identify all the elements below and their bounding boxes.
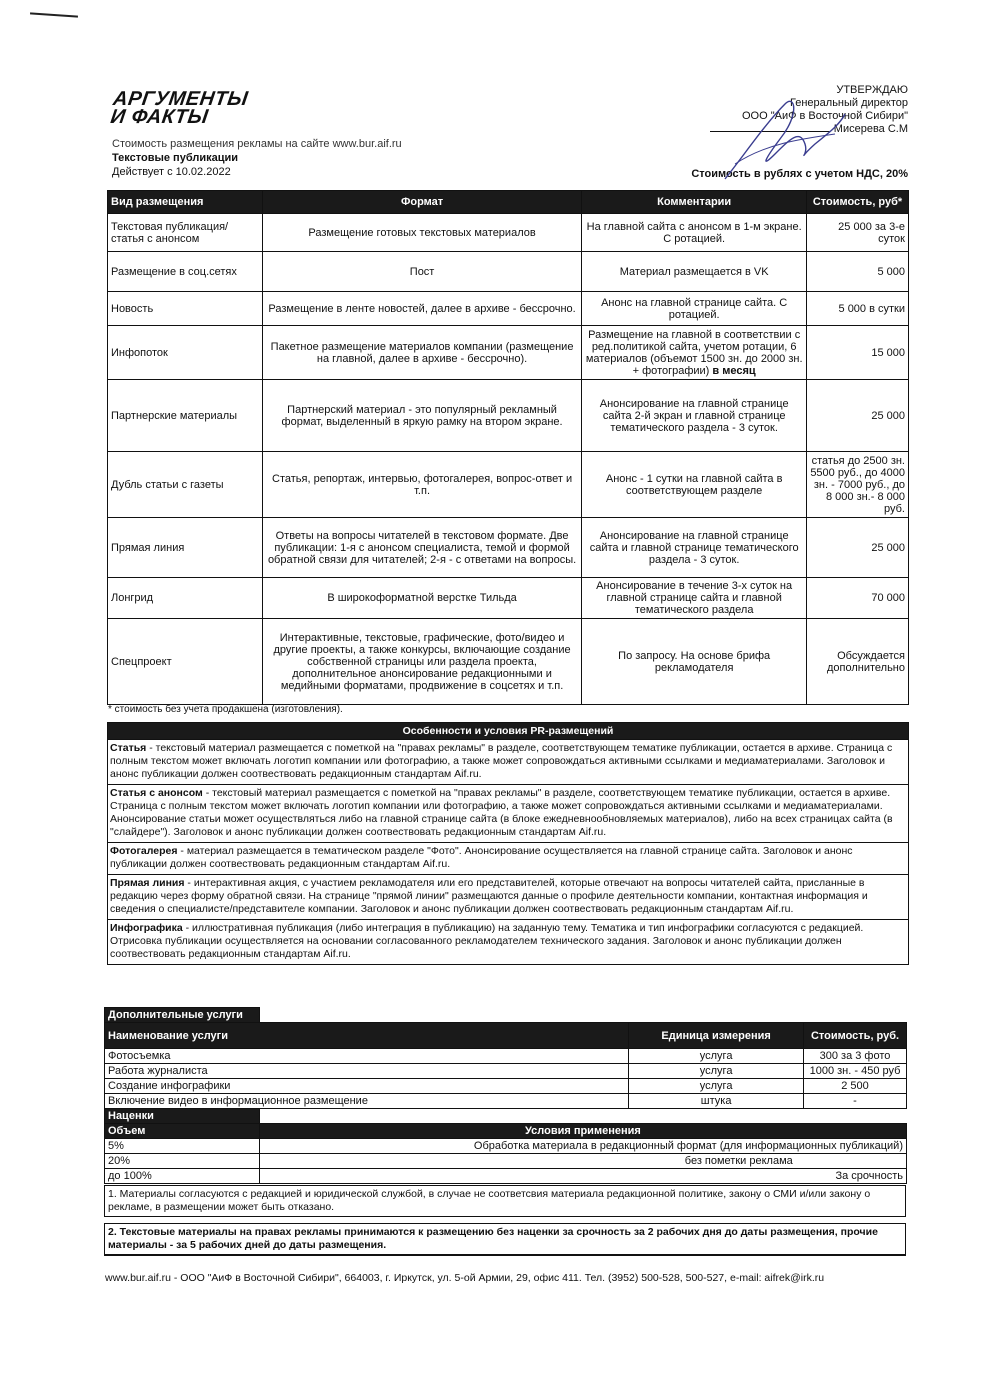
table-row [108, 214, 909, 252]
additional-header-row [105, 1023, 907, 1049]
col-conditions: Условия применения [259, 1124, 906, 1139]
pr-term: Статья [110, 742, 147, 754]
service-price: 1000 зн. - 450 руб [804, 1064, 907, 1079]
col-type: Вид размещения [108, 191, 263, 214]
service-price: 300 за 3 фото [804, 1049, 907, 1064]
markups-header-row [105, 1124, 907, 1139]
pr-block [108, 842, 908, 874]
footer-contacts: www.bur.aif.ru - ООО "АиФ в Восточной Сибири", 664003, г. Иркутск, ул. 5-ой Армии, 29, офис 411. Тел. (3952) 500-528, 500-527, e-mail: aifrek@irk.ru [105, 1272, 825, 1284]
pr-term: Фотогалерея [110, 845, 178, 857]
logo [109, 90, 249, 126]
logo-line2: И ФАКТЫ [109, 106, 210, 128]
cell-price: 25 000 [807, 518, 909, 578]
pr-text: - иллюстративная публикация (либо интеграция в публикацию) на заданную тему. Тематика и тип инфографики согласуются с редакцией. Отрисовка публикации осуществляется на основании согласованного рекламодателем технического задания. Заголовок и анонс публикации должен соотвествовать редакционным стандартам Aif.ru. [110, 922, 864, 960]
markup-volume: до 100% [105, 1169, 260, 1184]
markup-condition: За срочность [259, 1169, 906, 1184]
service-unit: услуга [629, 1064, 804, 1079]
pr-term: Инфографика [110, 922, 183, 934]
markup-volume: 5% [105, 1139, 260, 1154]
table-row [105, 1169, 907, 1184]
cell-price: 15 000 [807, 326, 909, 380]
col-price: Стоимость, руб* [807, 191, 909, 214]
pr-term: Статья с анонсом [110, 787, 203, 799]
table-row [108, 292, 909, 326]
table-row [105, 1049, 907, 1064]
approval-company: ООО "АиФ в Восточной Сибири" [742, 110, 908, 122]
cell-format: Пакетное размещение материалов компании (размещение на главной, далее в архиве - бессрочно). [262, 326, 582, 380]
comment-text: Размещение на главной в соответствии с ред.политикой сайта, учетом ротации, 6 материалов (объемот 1500 зн. до 2000 зн. + фотографии) [585, 328, 803, 377]
cell-format: Статья, репортаж, интервью, фотогалерея, вопрос-ответ и т.п. [262, 452, 582, 518]
cell-format: Интерактивные, текстовые, графические, фото/видео и другие проекты, а также конкурсы, включающие создание собственной страницы или раздела проекта, дополнительное анонсирование редакционными и медийными форматами, продвижение в соцсетях и т.п. [262, 619, 582, 705]
cell-price: 5 000 [807, 252, 909, 292]
cell-format: Размещение готовых текстовых материалов [262, 214, 582, 252]
cell-type: Спецпроект [108, 619, 263, 705]
cell-comment: Анонсирование на главной странице сайта и главной странице тематического раздела - 3 суток. [582, 518, 807, 578]
cell-price: 70 000 [807, 578, 909, 619]
markup-condition: Обработка материала в редакционный формат (для информационных публикаций) [259, 1139, 906, 1154]
pr-term: Прямая линия [110, 877, 185, 889]
cell-type: Инфопоток [108, 326, 263, 380]
cell-type: Партнерские материалы [108, 380, 263, 452]
pr-conditions [107, 722, 909, 965]
approval-position: Генеральный директор [790, 97, 908, 109]
cell-type: Прямая линия [108, 518, 263, 578]
table-row [108, 380, 909, 452]
logo-line1: АРГУМЕНТЫ [111, 88, 250, 110]
col-service-price: Стоимость, руб. [804, 1023, 907, 1049]
price-note: Стоимость в рублях с учетом НДС, 20% [691, 168, 908, 180]
cell-price: статья до 2500 зн. 5500 руб., до 4000 зн. - 7000 руб., до 8 000 зн.- 8 000 руб. [807, 452, 909, 518]
cell-type: Новость [108, 292, 263, 326]
table-row [108, 619, 909, 705]
cell-type: Текстовая публикация/статья с анонсом [108, 214, 263, 252]
service-name: Фотосъемка [105, 1049, 629, 1064]
cell-price: 25 000 [807, 380, 909, 452]
table-row [108, 578, 909, 619]
markups-title-row [105, 1109, 907, 1124]
cell-format: Размещение в ленте новостей, далее в архиве - бессрочно. [262, 292, 582, 326]
table-row [105, 1064, 907, 1079]
service-unit: услуга [629, 1049, 804, 1064]
note-2: 2. Текстовые материалы на правах рекламы принимаются к размещению без наценки за срочность за 2 рабочих дня до даты размещения, прочие материалы - за 5 рабочих дней до даты размещения. [104, 1223, 906, 1256]
cell-price: 5 000 в сутки [807, 292, 909, 326]
cell-comment: Анонсирование в течение 3-х суток на главной странице сайта и главной тематического раздела [582, 578, 807, 619]
pr-block [108, 919, 908, 964]
pricing-table [107, 190, 909, 705]
col-format: Формат [262, 191, 582, 214]
cell-price: Обсуждается дополнительно [807, 619, 909, 705]
pr-block [108, 739, 908, 784]
table-footnote: * стоимость без учета продакшена (изготовления). [108, 704, 343, 715]
table-row [108, 518, 909, 578]
pr-text: - интерактивная акция, с участием рекламодателя или его представителей, которые отвечают на вопросы читателей сайта, присланные в редакцию через форму обратной связи. На странице "прямой линии" размещаются данные о профиле деятельности компании, контактная информация и сведения о специалисте/представителе компании. Заголовок и анонс публикации должен соотвествовать редакционным стандартам Aif.ru. [110, 877, 868, 915]
cell-comment: Анонс - 1 сутки на главной сайта в соответствующем разделе [582, 452, 807, 518]
table-row [105, 1154, 907, 1169]
doc-subtitle: Текстовые публикации [112, 152, 239, 164]
signature-icon [705, 84, 855, 194]
service-unit: штука [629, 1094, 804, 1109]
pricing-header-row [108, 191, 909, 214]
cell-format: Партнерский материал - это популярный рекламный формат, выделенный в яркую рамку на втором экране. [262, 380, 582, 452]
service-name: Включение видео в информационное размещение [105, 1094, 629, 1109]
cell-type: Лонгрид [108, 578, 263, 619]
cell-comment: По запросу. На основе брифа рекламодателя [582, 619, 807, 705]
valid-from: Действует с 10.02.2022 [112, 166, 231, 178]
table-row [105, 1079, 907, 1094]
pr-title: Особенности и условия PR-размещений [108, 723, 908, 739]
service-name: Работа журналиста [105, 1064, 629, 1079]
pr-text: - текстовый материал размещается с пометкой на "правах рекламы" в разделе, соответствующем тематике публикации, остается в архиве. Страница с полным текстом может включать логотип компании или фотографию, а также может сопровождаться активными ссылками и медиаматериалами. Заголовок и анонс публикации должен соотвествовать редакционным стандартам Aif.ru. [110, 742, 893, 780]
markups-title: Наценки [105, 1109, 260, 1124]
approval-title: УТВЕРЖДАЮ [836, 84, 908, 96]
pr-text: - материал размещается в тематическом разделе "Фото". Анонсирование осуществляется на главной странице сайта. Заголовок и анонс публикации должен соотвествовать редакционным стандартам Aif.ru. [110, 845, 853, 870]
table-row [108, 252, 909, 292]
cell-type: Размещение в соц.сетях [108, 252, 263, 292]
col-unit: Единица измерения [629, 1023, 804, 1049]
scan-mark [30, 12, 78, 17]
service-price: - [804, 1094, 907, 1109]
table-row [105, 1139, 907, 1154]
table-row [108, 452, 909, 518]
col-volume: Объем [105, 1124, 260, 1139]
markup-volume: 20% [105, 1154, 260, 1169]
service-unit: услуга [629, 1079, 804, 1094]
cell-format: В широкоформатной верстке Тильда [262, 578, 582, 619]
cell-format: Ответы на вопросы читателей в текстовом формате. Две публикации: 1-я с анонсом специалиста, темой и формой обратной связи для читателей; 2-я - с ответами на вопросы. [262, 518, 582, 578]
pr-text: - текстовый материал размещается с пометкой на "правах рекламы" в разделе, соответствующем тематике публикации, остается в архиве. Страница с полным текстом может включать логотип компании или фотографию, а также может сопровождаться активными ссылками и медиаматериалами. Анонсирование статьи может осуществляться либо на главной странице сайта (в блоке ежедневнообновляемых материалов), либо на всех страницах сайта (в "слайдере"). Заголовок и анонс публикации должен соотвествовать редакционным стандартам Aif.ru. [110, 787, 893, 838]
pr-block [108, 784, 908, 842]
notes-block [104, 1185, 906, 1256]
table-row [105, 1094, 907, 1109]
cell-comment: Анонс на главной странице сайта. С ротацией. [582, 292, 807, 326]
pr-block [108, 874, 908, 919]
additional-services-table [104, 1007, 907, 1184]
note-1: 1. Материалы согласуются с редакцией и юридической службой, в случае не соответсвия материала редакционной политике, закону о СМИ и/или закону о рекламе, в размещении может быть отказано. [104, 1185, 906, 1217]
markup-condition: без пометки реклама [259, 1154, 906, 1169]
service-price: 2 500 [804, 1079, 907, 1094]
table-row [108, 326, 909, 380]
cell-comment [582, 326, 807, 380]
cell-type: Дубль статьи с газеты [108, 452, 263, 518]
col-comment: Комментарии [582, 191, 807, 214]
approval-name: Мисерева С.М [833, 123, 908, 135]
cell-comment: Материал размещается в VK [582, 252, 807, 292]
service-name: Создание инфографики [105, 1079, 629, 1094]
cell-comment: Анонсирование на главной странице сайта 2-й экран и главной странице тематического раздела - 3 суток. [582, 380, 807, 452]
doc-title: Стоимость размещения рекламы на сайте www.bur.aif.ru [112, 138, 402, 150]
cell-price: 25 000 за 3-е суток [807, 214, 909, 252]
cell-format: Пост [262, 252, 582, 292]
comment-bold: в месяц [712, 364, 756, 377]
cell-comment: На главной сайта с анонсом в 1-м экране. С ротацией. [582, 214, 807, 252]
additional-title: Дополнительные услуги [105, 1008, 260, 1023]
col-service-name: Наименование услуги [105, 1023, 629, 1049]
additional-title-row [105, 1008, 907, 1023]
